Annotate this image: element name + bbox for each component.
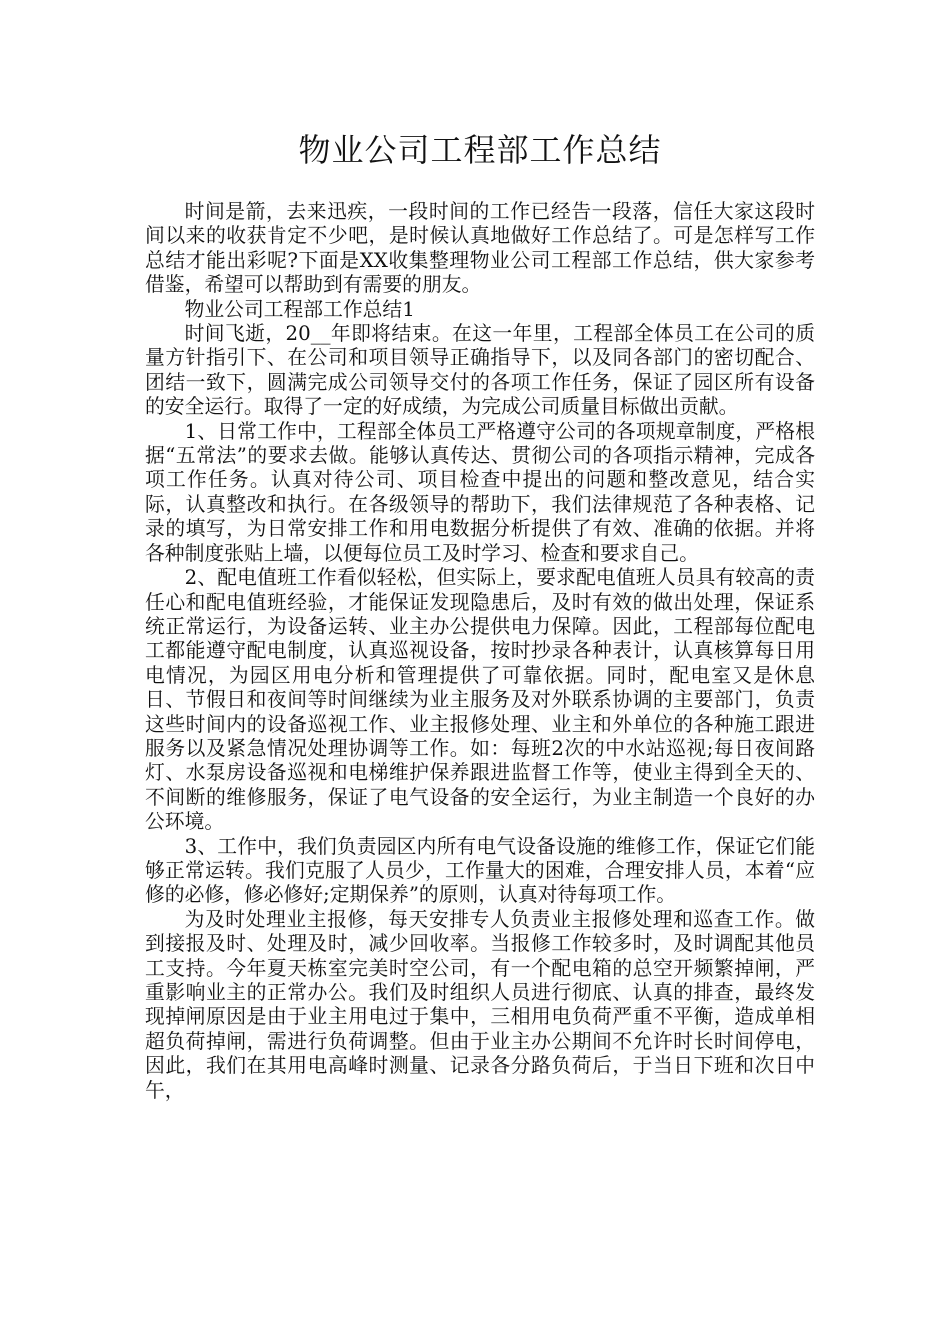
document-title: 物业公司工程部工作总结 <box>298 131 662 169</box>
document-page <box>145 128 815 1103</box>
intro-paragraph: 时间是箭，去来迅疾，一段时间的工作已经告一段落，信任大家这段时间以来的收获肯定不少吧，是时候认真地做好工作总结了。可是怎样写工作总结才能出彩呢?下面是XX收集整理物业公司工程部工作总结，供大家参考借鉴，希望可以帮助到有需要的朋友。 <box>145 200 815 297</box>
paragraph-repairs: 为及时处理业主报修，每天安排专人负责业主报修处理和巡查工作。做到接报及时、处理及时，减少回收率。当报修工作较多时，及时调配其他员工支持。今年夏天栋室完美时空公司，有一个配电箱的总空开频繁掉闸，严重影响业主的正常办公。我们及时组织人员进行彻底、认真的排查，最终发现掉闸原因是由于业主用电过于集中，三相用电负荷严重不平衡，造成单相超负荷掉闸，需进行负荷调整。但由于业主办公期间不允许时长时间停电，因此，我们在其用电高峰时测量、记录各分路负荷后，于当日下班和次日中午， <box>145 907 815 1102</box>
document-body <box>145 200 815 1103</box>
paragraph-item-1: 1、日常工作中，工程部全体员工严格遵守公司的各项规章制度，严格根据“五常法”的要求去做。能够认真传达、贯彻公司的各项指示精神，完成各项工作任务。认真对待公司、项目检查中提出的问题和整改意见，结合实际，认真整改和执行。在各级领导的帮助下，我们法律规范了各种表格、记录的填写，为日常安排工作和用电数据分析提供了有效、准确的依据。并将各种制度张贴上墙，以便每位员工及时学习、检查和要求自己。 <box>145 419 815 565</box>
section-heading: 物业公司工程部工作总结1 <box>184 297 415 321</box>
paragraph-item-3: 3、工作中，我们负责园区内所有电气设备设施的维修工作，保证它们能够正常运转。我们克服了人员少，工作量大的困难，合理安排人员，本着“应修的必修，修必修好;定期保养”的原则，认真对待每项工作。 <box>145 834 815 907</box>
paragraph-item-2: 2、配电值班工作看似轻松，但实际上，要求配电值班人员具有较高的责任心和配电值班经验，才能保证发现隐患后，及时有效的做出处理，保证系统正常运行，为设备运转、业主办公提供电力保障。因此，工程部每位配电工都能遵守配电制度，认真巡视设备，按时抄录各种表计，认真核算每日用电情况，为园区用电分析和管理提供了可靠依据。同时，配电室又是休息日、节假日和夜间等时间继续为业主服务及对外联系协调的主要部门，负责这些时间内的设备巡视工作、业主报修处理、业主和外单位的各种施工跟进服务以及紧急情况处理协调等工作。如：每班2次的中水站巡视;每日夜间路灯、水泵房设备巡视和电梯维护保养跟进监督工作等，使业主得到全天的、不间断的维修服务，保证了电气设备的安全运行，为业主制造一个良好的办公环境。 <box>145 566 815 834</box>
paragraph-overview: 时间飞逝，20__年即将结束。在这一年里，工程部全体员工在公司的质量方针指引下、在公司和项目领导正确指导下，以及同各部门的密切配合、团结一致下，圆满完成公司领导交付的各项工作任务，保证了园区所有设备的安全运行。取得了一定的好成绩，为完成公司质量目标做出贡献。 <box>145 322 815 419</box>
